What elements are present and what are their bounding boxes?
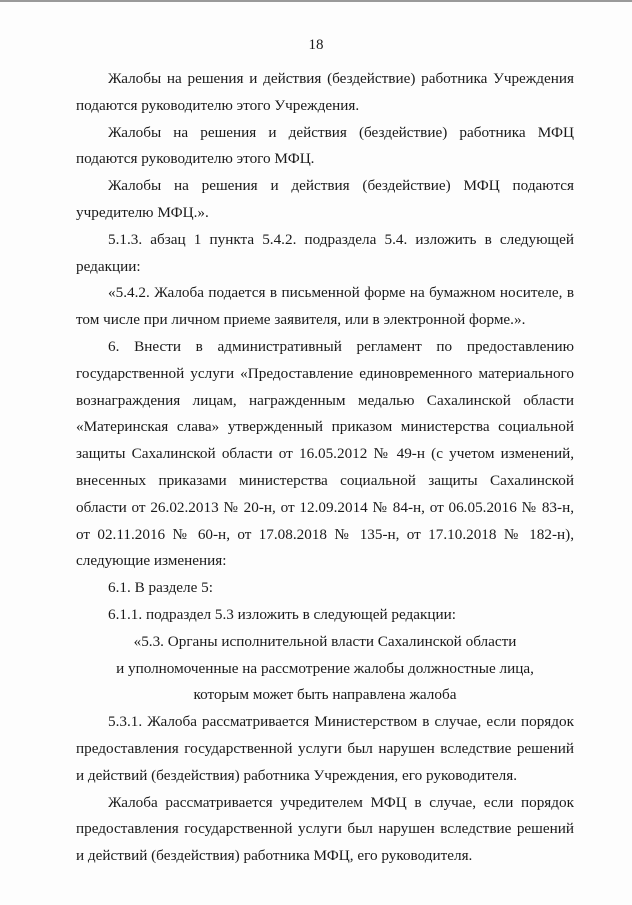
paragraph-complaints-institution: Жалобы на решения и действия (бездействие) работника Учреждения подаются руководителю этого Учреждения. xyxy=(76,70,574,114)
page-number: 18 xyxy=(308,37,324,53)
scan-top-edge xyxy=(0,0,632,2)
section-heading-line-2: и уполномоченные на рассмотрение жалобы должностные лица, xyxy=(116,659,534,677)
section-heading-line-3: которым может быть направлена жалоба xyxy=(193,686,457,704)
document-body xyxy=(76,66,574,870)
paragraph-5-1-3: 5.1.3. абзац 1 пункта 5.4.2. подраздела 5.4. изложить в следующей редакции: xyxy=(76,230,574,275)
paragraph-5-3-1: 5.3.1. Жалоба рассматривается Министерством в случае, если порядок предоставления государственной услуги был нарушен вследствие решений и действий (бездействия) работника Учреждения, его руководителя. xyxy=(76,713,574,784)
paragraph-complaints-mfc: Жалобы на решения и действия (бездействие) МФЦ подаются учредителю МФЦ.». xyxy=(76,177,574,221)
paragraph-mfc-founder: Жалоба рассматривается учредителем МФЦ в случае, если порядок предоставления государственной услуги был нарушен вследствие решений и действий (бездействия) работника МФЦ, его руководителя. xyxy=(76,793,574,865)
paragraph-item-6: 6. Внести в административный регламент по предоставлению государственной услуги «Предоставление единовременного материального вознаграждения лицам, награжденным медалью Сахалинской области «Материнская слава» утвержденный приказом министерства социальной защиты Сахалинской области от 16.05.2012 № 49-н (с учетом изменений, внесенных приказами министерства социальной защиты Сахалинской области от 26.02.2013 № 20-н, от 12.09.2014 № 84-н, от 06.05.2016 № 83-н, от 02.11.2016 № 60-н, от 17.08.2018 № 135-н, от 17.10.2018 № 182-н), следующие изменения: xyxy=(76,337,574,570)
paragraph-5-4-2: «5.4.2. Жалоба подается в письменной форме на бумажном носителе, в том числе при личном приеме заявителя, или в электронной форме.». xyxy=(76,284,574,329)
paragraph-complaints-mfc-worker: Жалобы на решения и действия (бездействие) работника МФЦ подаются руководителю этого МФЦ. xyxy=(76,123,574,168)
paragraph-6-1: 6.1. В разделе 5: xyxy=(108,579,213,597)
section-heading-line-1: «5.3. Органы исполнительной власти Сахалинской области xyxy=(133,632,517,650)
paragraph-6-1-1: 6.1.1. подраздел 5.3 изложить в следующей редакции: xyxy=(108,605,457,623)
